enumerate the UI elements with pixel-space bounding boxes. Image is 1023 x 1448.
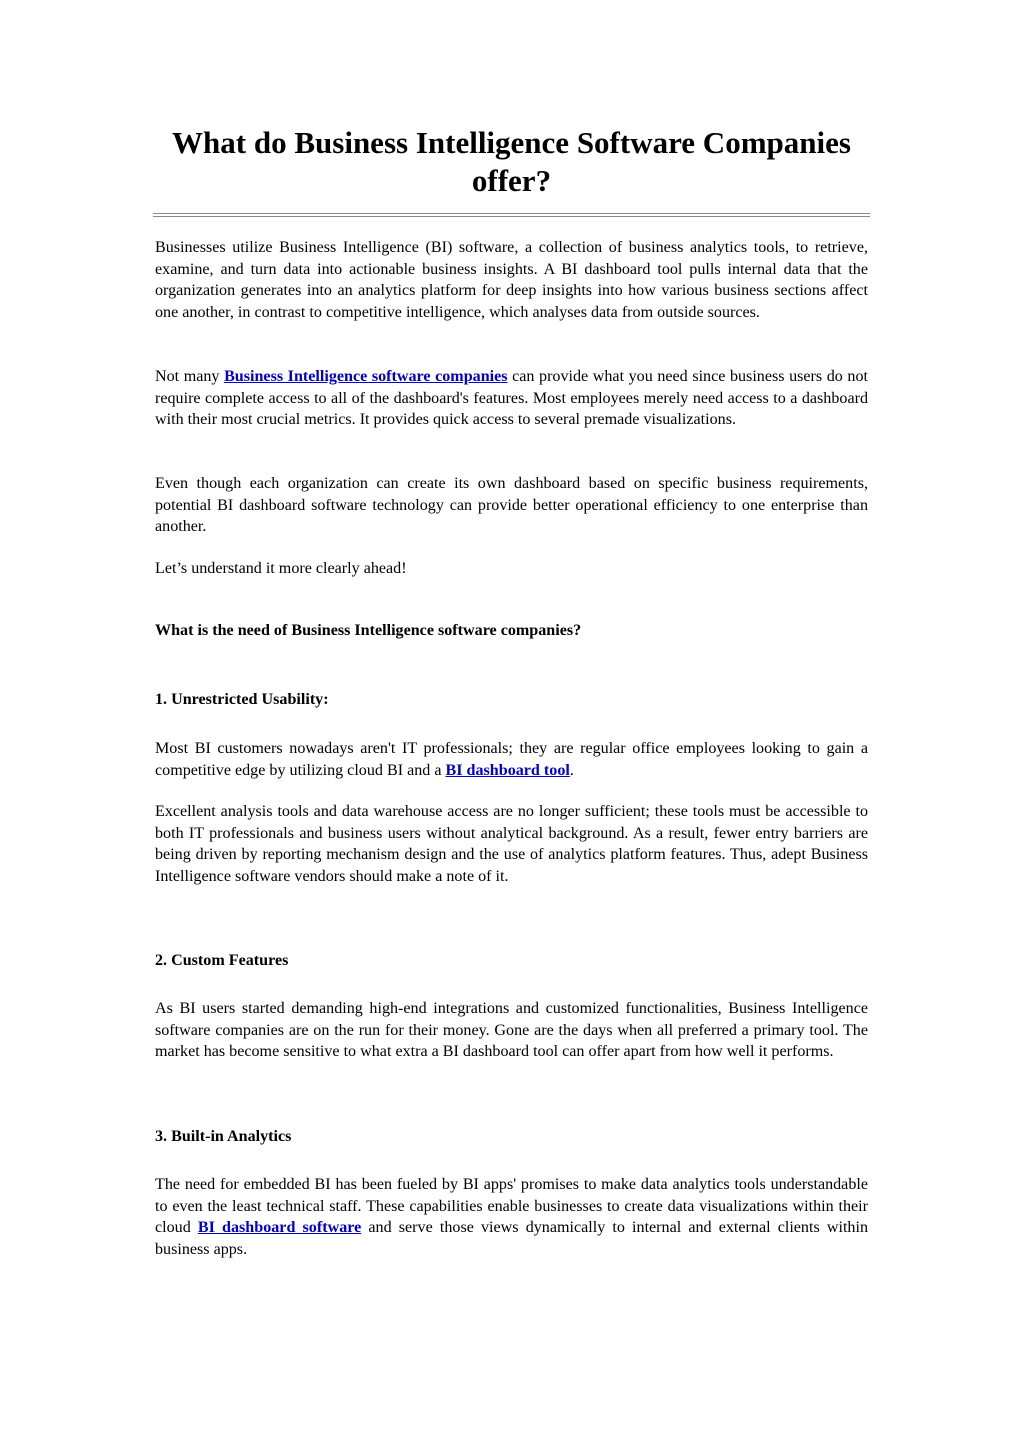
bi-dashboard-tool-link[interactable]: BI dashboard tool (445, 761, 570, 779)
intro-paragraph-3: Even though each organization can create its own dashboard based on specific business requirements, potential BI dashboard software technology can provide better operational efficiency to one enterprise than another. (155, 475, 868, 536)
usability-paragraph-1-lead: Most BI customers nowadays aren't IT professionals; they are regular office employees looking to gain a competitive edge by utilizing cloud BI and a (155, 740, 868, 779)
title-divider (153, 213, 870, 217)
bi-dashboard-software-link[interactable]: BI dashboard software (197, 1219, 362, 1237)
built-in-analytics-paragraph (155, 1174, 868, 1260)
bi-software-companies-link[interactable]: Business Intelligence software companies (224, 368, 508, 385)
intro-paragraph-1: Businesses utilize Business Intelligence (BI) software, a collection of business analytics tools, to retrieve, examine, and turn data into actionable business insights. A BI dashboard tool pulls internal data that the organization generates into an analytics platform for deep insights into how various business sections affect one another, in contrast to competitive intelligence, which analyses data from outside sources. (155, 239, 868, 321)
need-heading: What is the need of Business Intelligence software companies? (155, 622, 582, 639)
intro-paragraph-2 (155, 366, 868, 431)
intro-paragraph-4: Let’s understand it more clearly ahead! (155, 560, 407, 577)
usability-paragraph-1-rest: . (569, 761, 574, 779)
section-heading-custom-features: 2. Custom Features (155, 952, 289, 969)
intro-paragraph-2-rest: can provide what you need since business users do not require complete access to all of the dashboard's features. Most employees merely need access to a dashboard with their most crucial metrics. It provides quick access to several premade visualizations. (155, 368, 868, 429)
built-in-analytics-paragraph-lead: The need for embedded BI has been fueled by BI apps' promises to make data analytics tools understandable to even the least technical staff. These capabilities enable businesses to create data visualizations within their cloud (155, 1176, 868, 1237)
page-title: What do Business Intelligence Software Companies offer? (172, 125, 851, 198)
section-heading-built-in-analytics: 3. Built-in Analytics (155, 1128, 292, 1145)
section-heading-usability: 1. Unrestricted Usability: (155, 691, 329, 708)
usability-paragraph-2: Excellent analysis tools and data warehouse access are no longer sufficient; these tools must be accessible to both IT professionals and business users without analytical background. As a result, fewer entry barriers are being driven by reporting mechanism design and the use of analytics platform features. Thus, adept Business Intelligence software vendors should make a note of it. (155, 803, 868, 885)
custom-features-paragraph: As BI users started demanding high-end integrations and customized functionalities, Business Intelligence software companies are on the run for their money. Gone are the days when all preferred a primary tool. The market has become sensitive to what extra a BI dashboard tool can offer apart from how well it performs. (155, 1000, 868, 1061)
intro-paragraph-2-lead: Not many (155, 368, 225, 385)
built-in-analytics-paragraph-rest: and serve those views dynamically to internal and external clients within business apps. (155, 1219, 868, 1258)
usability-paragraph-1 (155, 738, 868, 781)
